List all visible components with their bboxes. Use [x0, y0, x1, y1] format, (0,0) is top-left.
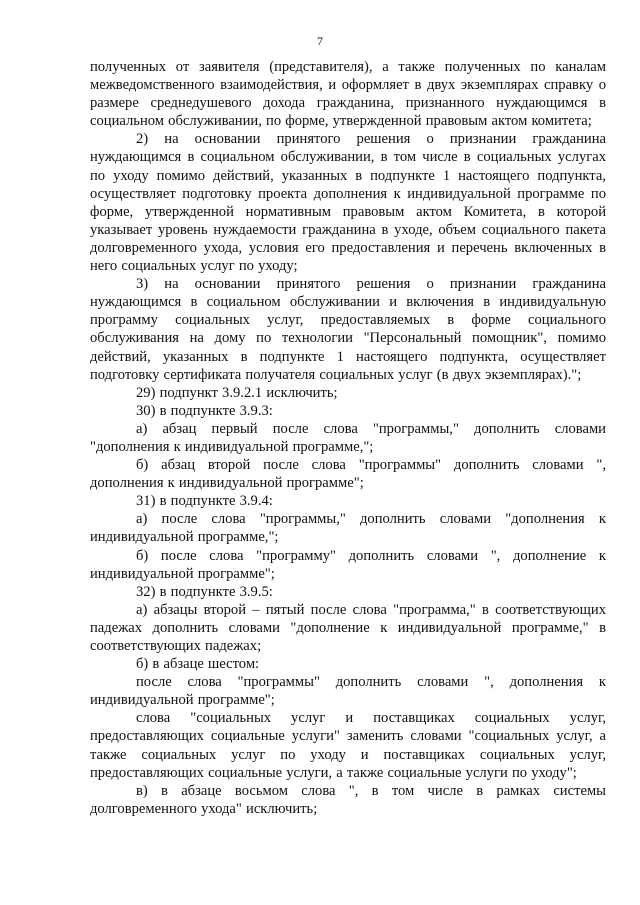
paragraph-item-32: 32) в подпункте 3.9.5:: [136, 583, 273, 600]
paragraph-item-2: 2) на основании принятого решения о признании гражданина нуждающимся в социальном обслуживании, в том числе в социальных услугах по уходу помимо действий, указанных в подпункте 1 настоящего подпункта, осуществляет подготовку проекта дополнения к индивидуальной программе по форме, утвержденной нормативным правовым актом Комитета, в которой указывает уровень нуждаемости гражданина в уходе, объем социального пакета долговременного ухода, условия его предоставления и перечень включенных в него социальных услуг по уходу;: [90, 131, 606, 275]
paragraph-item-32a: а) абзацы второй – пятый после слова "программа," в соответствующих падежах дополнить словами "дополнение к индивидуальной программе," в соответствующих падежах;: [90, 601, 606, 654]
page-number: 7: [317, 34, 323, 48]
paragraph-item-29: 29) подпункт 3.9.2.1 исключить;: [136, 384, 338, 401]
paragraph-item-30a: а) абзац первый после слова "программы," дополнить словами "дополнения к индивидуальной программе,";: [90, 420, 606, 455]
paragraph-continuation: полученных от заявителя (представителя), а также полученных по каналам межведомственного взаимодействия, и оформляет в двух экземплярах справку о размере среднедушевого дохода гражданина, признанного нуждающимся в социальном обслуживании, по форме, утвержденной правовым актом комитета;: [90, 59, 606, 130]
paragraph-item-30b: б) абзац второй после слова "программы" дополнить словами ", дополнения к индивидуальной программе";: [90, 457, 606, 492]
paragraph-item-32b: б) в абзаце шестом:: [136, 656, 260, 673]
paragraph-item-31: 31) в подпункте 3.9.4:: [136, 493, 273, 510]
paragraph-item-31a: а) после слова "программы," дополнить словами "дополнения к индивидуальной программе,";: [90, 511, 606, 546]
paragraph-item-32v: в) в абзаце восьмом слова ", в том числе в рамках системы долговременного ухода" исключить;: [90, 782, 606, 817]
paragraph-item-31b: б) после слова "программу" дополнить словами ", дополнение к индивидуальной программе";: [90, 547, 606, 582]
document-body: [90, 58, 606, 818]
paragraph-item-32b-2: слова "социальных услуг и поставщиках социальных услуг, предоставляющих социальные услуги" заменить словами "социальных услуг, а также социальных услуг по уходу и поставщиках социальных услуг, предоставляющих социальные услуги, а также социальные услуги по уходу";: [90, 710, 606, 781]
paragraph-item-32b-1: после слова "программы" дополнить словами ", дополнения к индивидуальной программе";: [90, 674, 606, 709]
paragraph-item-30: 30) в подпункте 3.9.3:: [136, 402, 273, 419]
paragraph-item-3: 3) на основании принятого решения о признании гражданина нуждающимся в социальном обслуживании и включения в индивидуальную программу социальных услуг, предоставляемых в форме социального обслуживания на дому по технологии "Персональный помощник", помимо действий, указанных в подпункте 1 настоящего подпункта, осуществляет подготовку сертификата получателя социальных услуг (в двух экземплярах).";: [90, 276, 606, 383]
